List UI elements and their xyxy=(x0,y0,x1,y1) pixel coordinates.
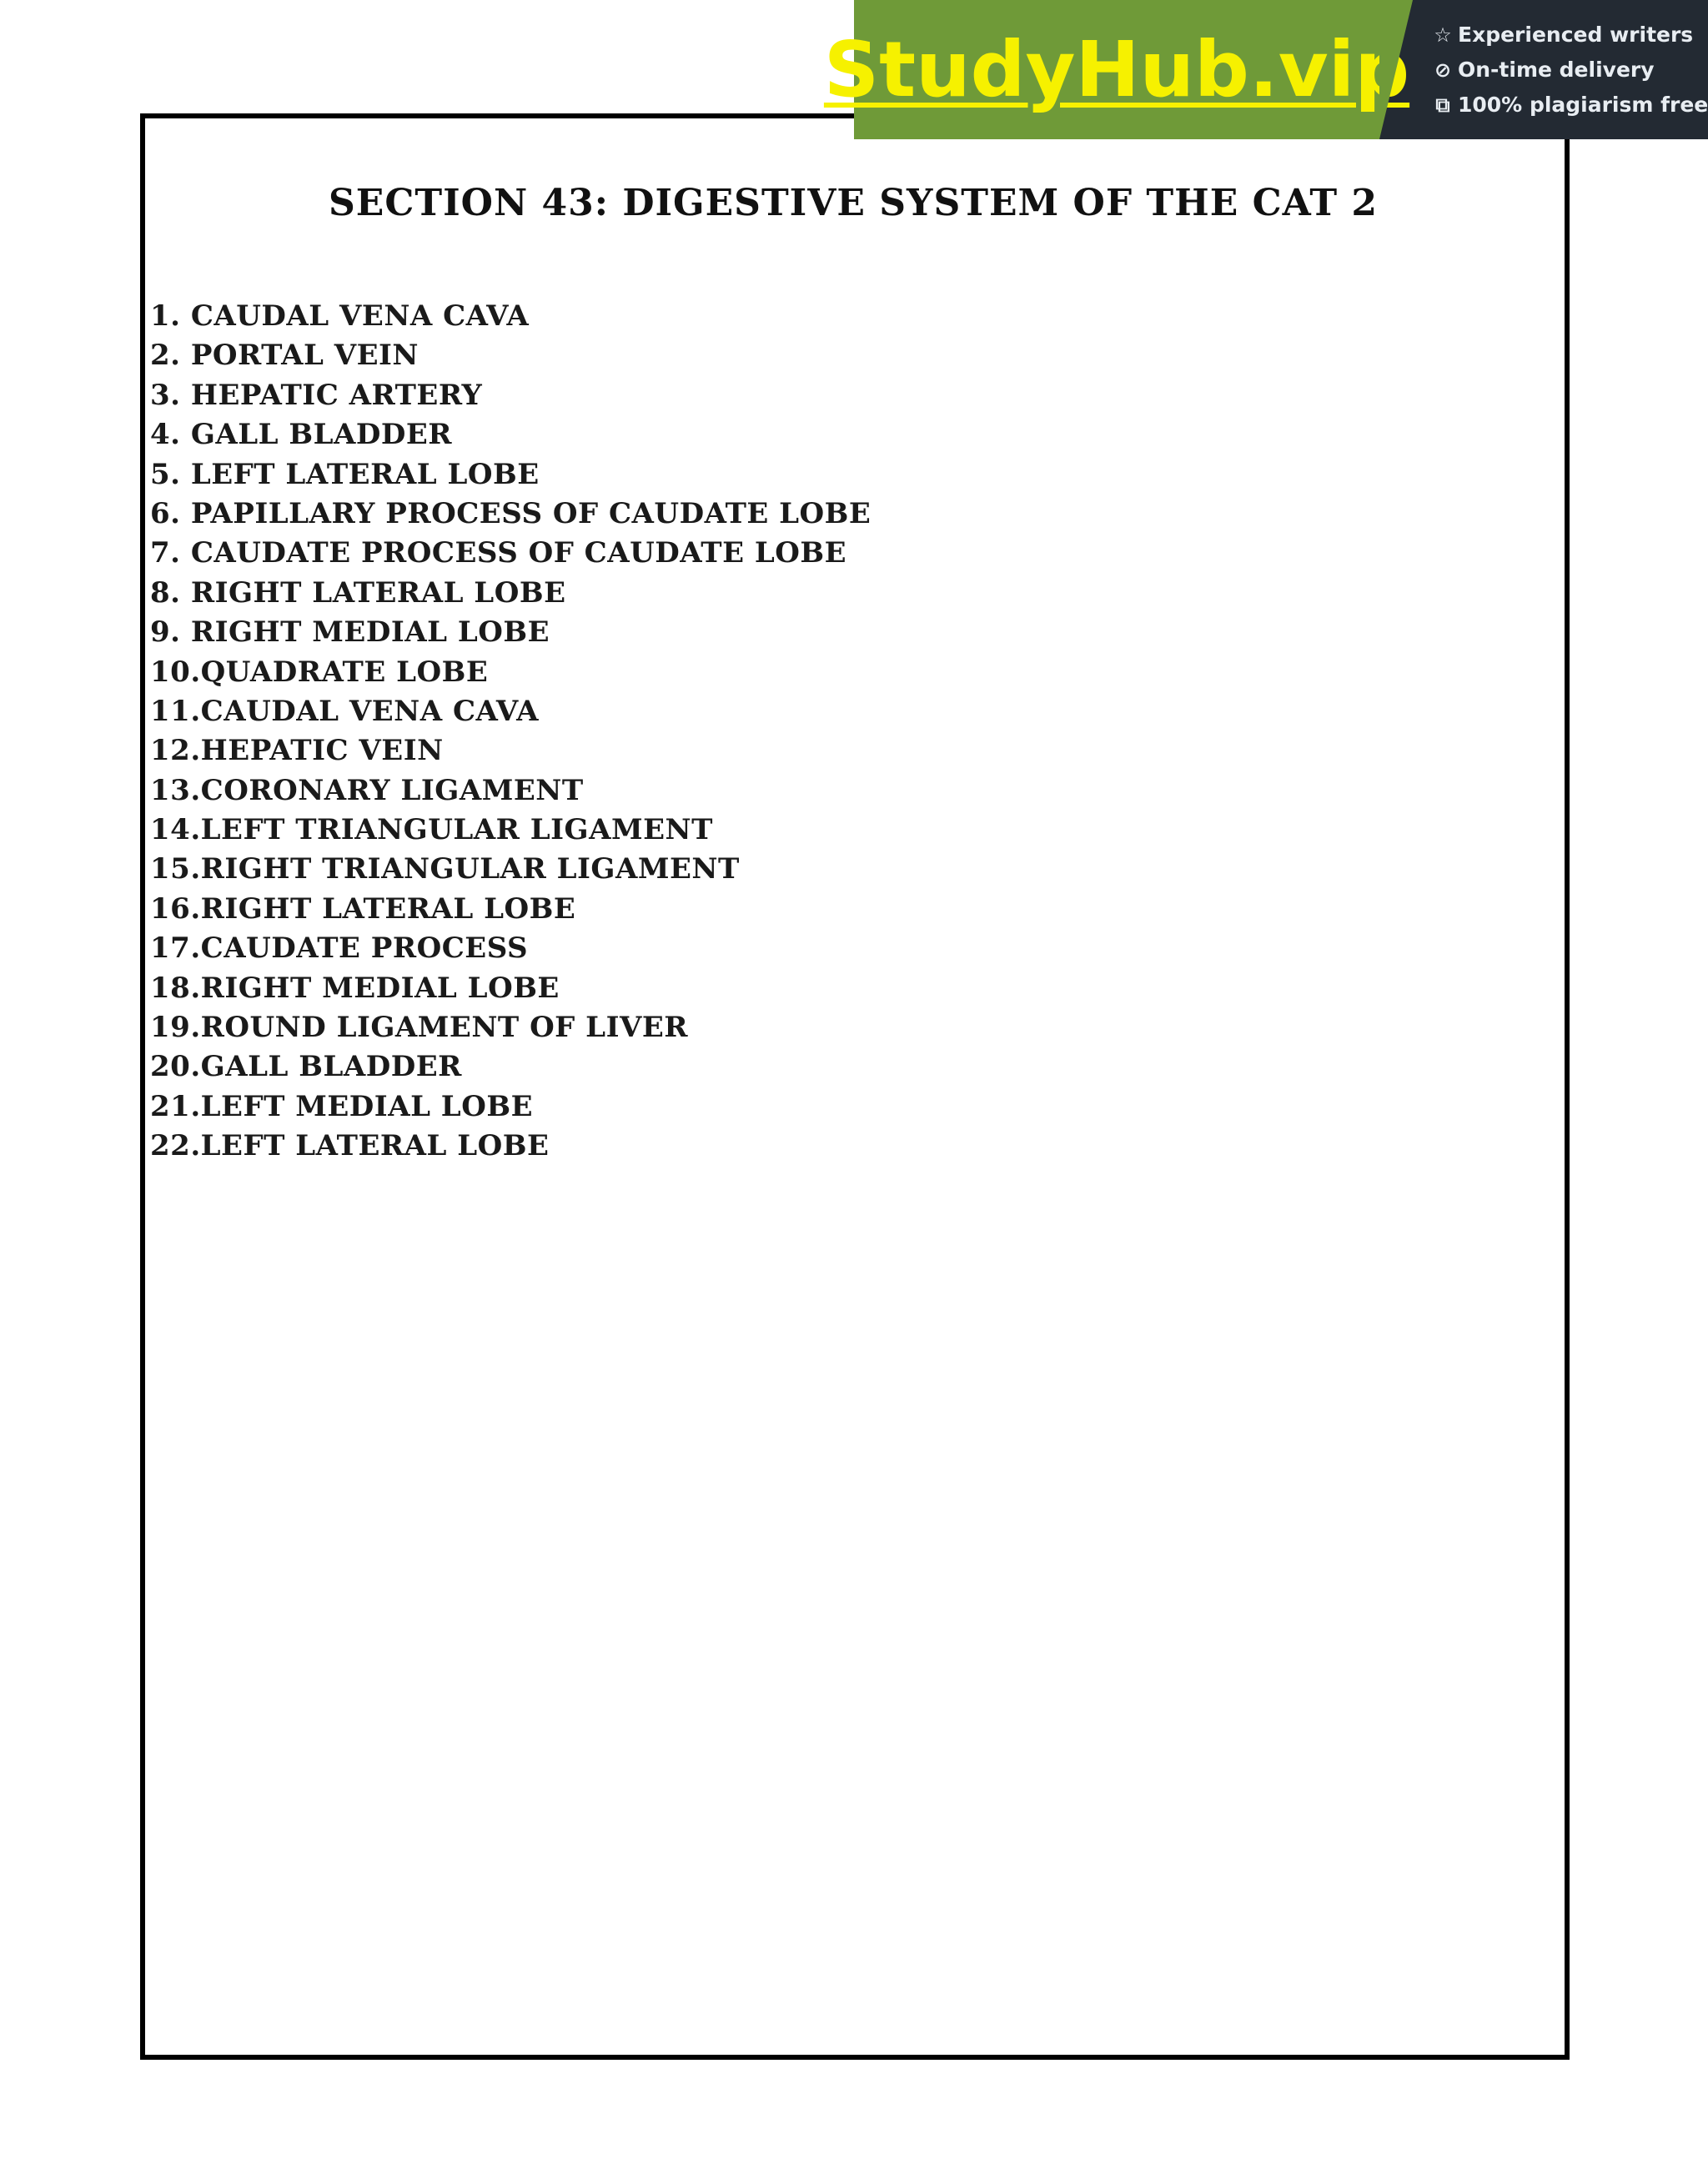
document-title: SECTION 43: DIGESTIVE SYSTEM OF THE CAT 2 xyxy=(329,182,1379,224)
feature-on-time-delivery xyxy=(1431,53,1708,88)
list-item: 6. PAPILLARY PROCESS OF CAUDATE LOBE xyxy=(150,496,872,530)
studyhub-logo[interactable]: StudyHub.vip xyxy=(823,25,1410,114)
list-item: 22.LEFT LATERAL LOBE xyxy=(150,1129,550,1163)
clock-icon: ⊘ xyxy=(1434,58,1452,82)
list-item: 20.GALL BLADDER xyxy=(150,1050,462,1084)
list-item: 17.CAUDATE PROCESS xyxy=(150,931,529,966)
list-item: 12.HEPATIC VEIN xyxy=(150,734,444,768)
list-item: 1. CAUDAL VENA CAVA xyxy=(150,299,530,333)
list-item: 15.RIGHT TRIANGULAR LIGAMENT xyxy=(150,852,740,886)
list-item: 16.RIGHT LATERAL LOBE xyxy=(150,891,576,926)
list-item: 7. CAUDATE PROCESS OF CAUDATE LOBE xyxy=(150,536,847,570)
list-item: 13.CORONARY LIGAMENT xyxy=(150,773,584,807)
list-item: 4. GALL BLADDER xyxy=(150,418,453,452)
list-item: 9. RIGHT MEDIAL LOBE xyxy=(150,615,550,650)
list-item: 14.LEFT TRIANGULAR LIGAMENT xyxy=(150,813,713,847)
list-item: 18.RIGHT MEDIAL LOBE xyxy=(150,971,560,1005)
feature-label: Experienced writers xyxy=(1458,23,1694,47)
feature-plagiarism-free xyxy=(1431,88,1708,123)
copy-check-icon: ⧉ xyxy=(1435,93,1450,117)
features-panel xyxy=(1379,0,1708,139)
anatomy-label-list xyxy=(150,297,871,1167)
list-item: 11.CAUDAL VENA CAVA xyxy=(150,694,540,728)
list-item: 5. LEFT LATERAL LOBE xyxy=(150,457,540,491)
list-item: 10.QUADRATE LOBE xyxy=(150,655,489,689)
studyhub-banner[interactable] xyxy=(823,0,1708,139)
list-item: 8. RIGHT LATERAL LOBE xyxy=(150,575,566,610)
list-item: 21.LEFT MEDIAL LOBE xyxy=(150,1089,533,1123)
feature-experienced-writers xyxy=(1431,18,1708,53)
feature-label: 100% plagiarism free xyxy=(1458,93,1708,117)
star-icon: ☆ xyxy=(1434,23,1452,47)
list-item: 19.ROUND LIGAMENT OF LIVER xyxy=(150,1011,689,1045)
feature-label: On-time delivery xyxy=(1458,58,1655,82)
logo-panel[interactable] xyxy=(823,0,1410,139)
list-item: 2. PORTAL VEIN xyxy=(150,339,419,373)
list-item: 3. HEPATIC ARTERY xyxy=(150,378,483,412)
